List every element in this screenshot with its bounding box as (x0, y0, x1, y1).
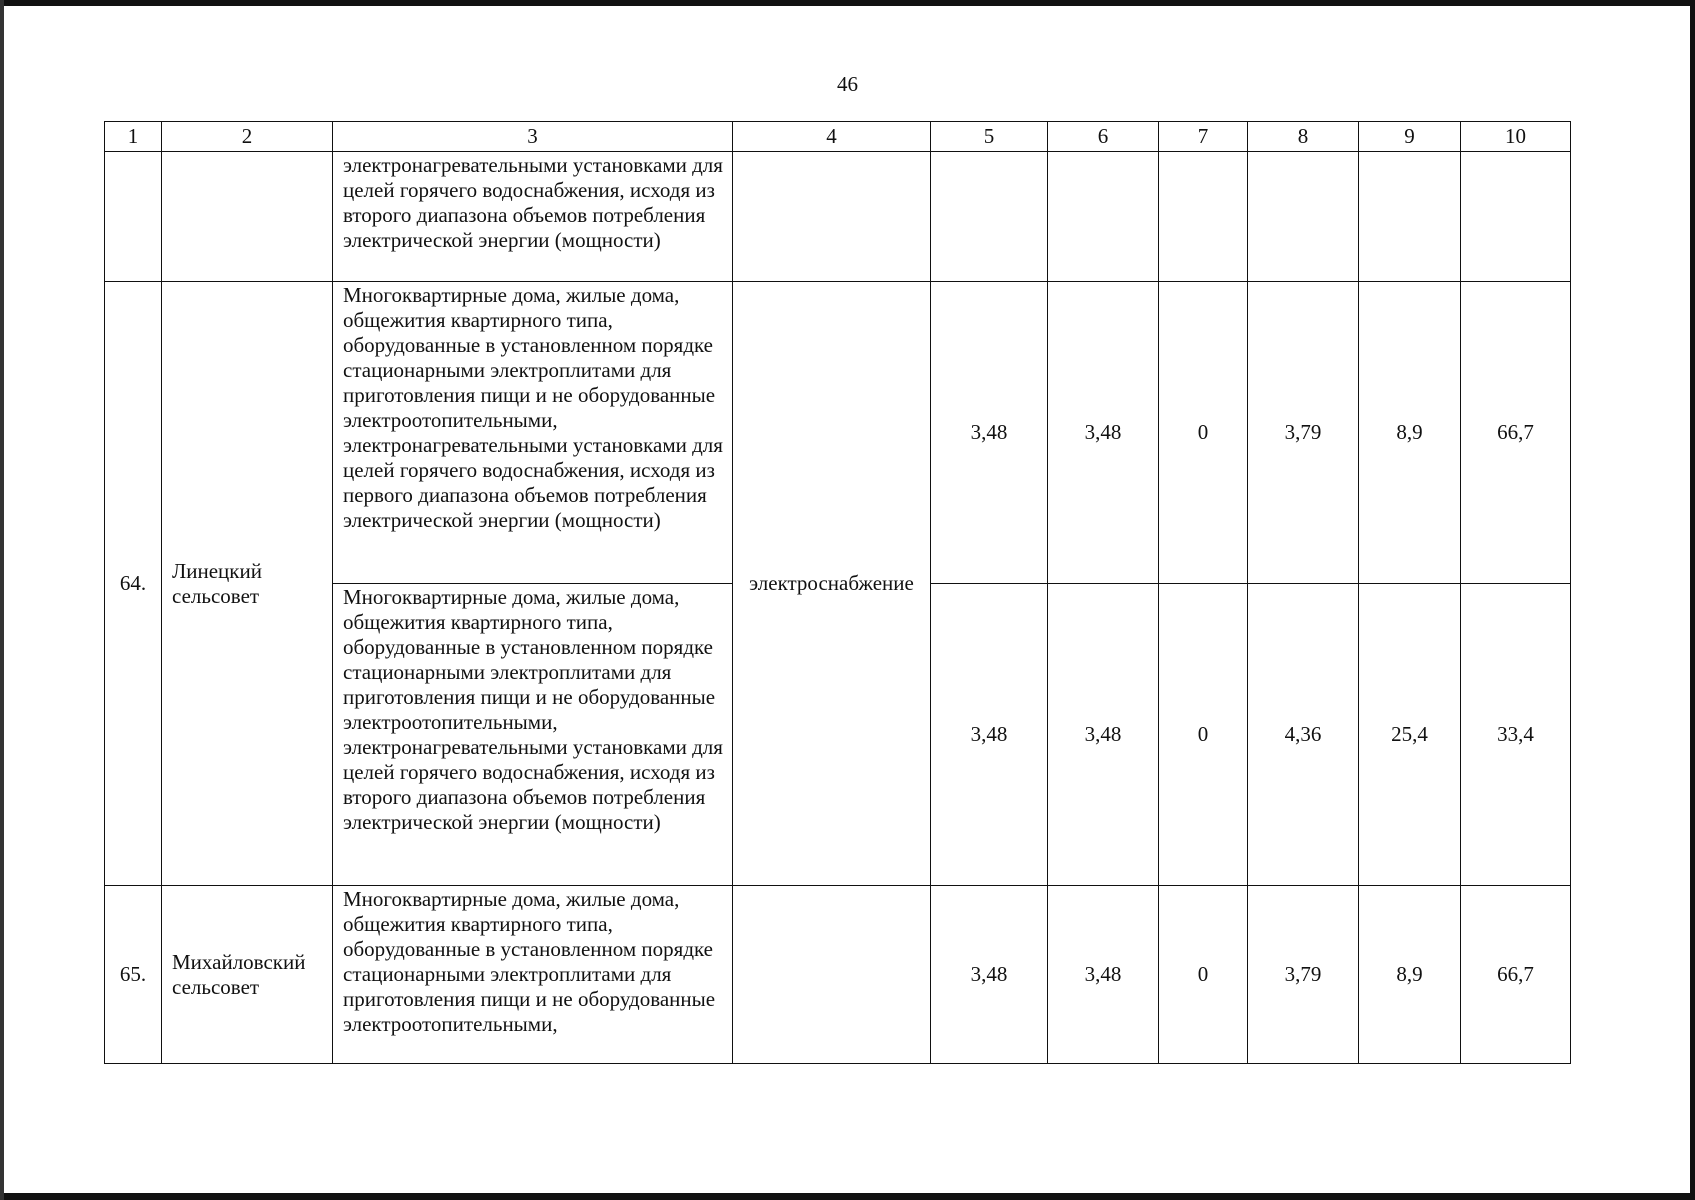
municipality-name: Михайловский сельсовет (162, 886, 333, 1064)
tariff-table (104, 121, 1571, 1064)
scan-border-left (0, 0, 4, 1200)
value-col-7: 0 (1159, 282, 1248, 584)
municipality-name: Линецкий сельсовет (162, 282, 333, 886)
value-col-5: 3,48 (931, 886, 1048, 1064)
header-row (105, 122, 1571, 152)
value-col-6: 3,48 (1048, 282, 1159, 584)
empty-cell (931, 152, 1048, 282)
value-col-6: 3,48 (1048, 584, 1159, 886)
table-row-continuation (105, 152, 1571, 282)
empty-cell (733, 886, 931, 1064)
row-number: 65. (105, 886, 162, 1064)
empty-cell (162, 152, 333, 282)
header-cell: 7 (1159, 122, 1248, 152)
description-cell: Многоквартирные дома, жилые дома, общежития квартирного типа, оборудованные в установленном порядке стационарными электроплитами для приготовления пищи и не оборудованные электроотопительными, электронагревательными установками для целей горячего водоснабжения, исходя из второго диапазона объемов потребления электрической энергии (мощности) (333, 584, 733, 886)
value-col-10: 33,4 (1461, 584, 1571, 886)
empty-cell (1461, 152, 1571, 282)
table-row-64a (105, 282, 1571, 584)
value-col-7: 0 (1159, 886, 1248, 1064)
header-cell: 2 (162, 122, 333, 152)
header-cell: 10 (1461, 122, 1571, 152)
scan-border-right (1690, 0, 1695, 1200)
page-number: 46 (837, 72, 858, 96)
header-cell: 9 (1359, 122, 1461, 152)
empty-cell (1248, 152, 1359, 282)
header-cell: 4 (733, 122, 931, 152)
service-type: электроснабжение (733, 282, 931, 886)
value-col-5: 3,48 (931, 584, 1048, 886)
description-cell: электронагревательными установками для целей горячего водоснабжения, исходя из второго диапазона объемов потребления электрической энергии (мощности) (333, 152, 733, 282)
empty-cell (733, 152, 931, 282)
value-col-10: 66,7 (1461, 282, 1571, 584)
value-col-9: 8,9 (1359, 886, 1461, 1064)
header-cell: 5 (931, 122, 1048, 152)
scan-border-top (0, 0, 1695, 6)
value-col-9: 8,9 (1359, 282, 1461, 584)
row-number: 64. (105, 282, 162, 886)
value-col-6: 3,48 (1048, 886, 1159, 1064)
empty-cell (105, 152, 162, 282)
scan-border-bottom (0, 1193, 1695, 1200)
value-col-8: 4,36 (1248, 584, 1359, 886)
value-col-10: 66,7 (1461, 886, 1571, 1064)
header-cell: 6 (1048, 122, 1159, 152)
empty-cell (1048, 152, 1159, 282)
empty-cell (1359, 152, 1461, 282)
value-col-8: 3,79 (1248, 282, 1359, 584)
value-col-9: 25,4 (1359, 584, 1461, 886)
header-cell: 3 (333, 122, 733, 152)
value-col-5: 3,48 (931, 282, 1048, 584)
description-cell: Многоквартирные дома, жилые дома, общежития квартирного типа, оборудованные в установленном порядке стационарными электроплитами для приготовления пищи и не оборудованные электроотопительными, (333, 886, 733, 1064)
description-cell: Многоквартирные дома, жилые дома, общежития квартирного типа, оборудованные в установленном порядке стационарными электроплитами для приготовления пищи и не оборудованные электроотопительными, электронагревательными установками для целей горячего водоснабжения, исходя из первого диапазона объемов потребления электрической энергии (мощности) (333, 282, 733, 584)
value-col-8: 3,79 (1248, 886, 1359, 1064)
empty-cell (1159, 152, 1248, 282)
value-col-7: 0 (1159, 584, 1248, 886)
table-row-65 (105, 886, 1571, 1064)
header-cell: 8 (1248, 122, 1359, 152)
header-cell: 1 (105, 122, 162, 152)
